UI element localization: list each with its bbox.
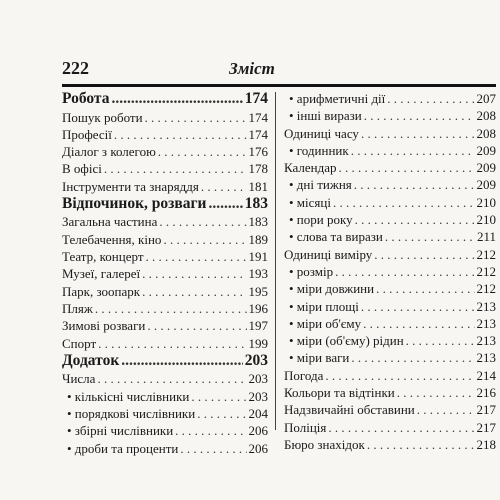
leader-dots: [142, 283, 246, 300]
toc-entry-label: Календар: [284, 160, 337, 176]
toc-entry-page: 217: [476, 419, 496, 435]
toc-entry: [62, 213, 268, 230]
toc-entry-page: 189: [248, 231, 268, 247]
toc-entry: [62, 143, 268, 160]
toc-entry-page: 207: [476, 91, 496, 106]
toc-entry: [284, 263, 496, 280]
toc-entry: [284, 367, 496, 384]
toc-entry-page: 212: [476, 281, 496, 297]
leader-dots: [191, 388, 246, 405]
toc-entry-page: 206: [248, 423, 268, 439]
toc-entry-label: • міри довжини: [289, 281, 375, 297]
toc-entry-page: 218: [476, 436, 496, 452]
toc-entry-label: • інші вирази: [289, 108, 362, 124]
toc-entry: [62, 248, 268, 265]
toc-entry: [62, 370, 268, 387]
toc-entry-page: 216: [476, 385, 496, 401]
toc-entry: [284, 159, 496, 176]
leader-dots: [98, 335, 246, 352]
leader-dots: [397, 384, 475, 401]
toc-entry-page: 209: [476, 160, 496, 176]
leader-dots: [145, 109, 247, 126]
toc-entry-label: Відпочинок, розваги: [62, 194, 207, 212]
toc-entry: [62, 405, 268, 422]
toc-entry-label: • дроби та проценти: [67, 440, 179, 456]
toc-entry-page: 211: [476, 229, 496, 245]
toc-entry-page: 178: [248, 161, 268, 177]
toc-entry-label: • арифметичні дії: [289, 91, 386, 106]
toc-entry-label: Додаток: [62, 351, 120, 369]
toc-entry: [284, 194, 496, 211]
toc-entry: [62, 388, 268, 405]
toc-entry-page: 191: [248, 249, 268, 265]
toc-entry-page: 210: [476, 212, 496, 228]
page-header: [62, 58, 442, 78]
toc-entry-label: Погода: [284, 367, 324, 383]
toc-entry: [284, 436, 496, 453]
toc-entry-page: 204: [248, 405, 268, 421]
leader-dots: [361, 125, 475, 142]
page-number: 222: [62, 58, 89, 78]
toc-entry-page: 209: [476, 142, 496, 158]
toc-section-heading: [62, 195, 268, 214]
leader-dots: [97, 370, 246, 387]
leader-dots: [374, 246, 474, 263]
toc-entry-label: • міри ваги: [289, 350, 350, 366]
toc-entry: [62, 317, 268, 334]
toc-entry: [62, 126, 268, 143]
toc-entry: [62, 231, 268, 248]
toc-entry-label: Надзвичайні обставини: [284, 402, 415, 418]
toc-entry-label: Робота: [62, 90, 110, 107]
leader-dots: [114, 126, 247, 143]
toc-entry-label: • годинник: [289, 142, 349, 158]
toc-entry-page: 203: [248, 388, 268, 404]
toc-entry: [284, 419, 496, 436]
toc-entry-label: • міри об'єму: [289, 315, 362, 331]
toc-entry-label: Парк, зоопарк: [62, 283, 141, 299]
toc-entry: [284, 107, 496, 124]
toc-entry: [62, 300, 268, 317]
toc-entry-page: 206: [248, 440, 268, 456]
toc-entry: [62, 283, 268, 300]
toc-entry-page: 203: [248, 371, 268, 387]
toc-entry-page: 213: [476, 315, 496, 331]
toc-entry-page: 197: [248, 318, 268, 334]
toc-entry-label: • порядкові числівники: [67, 405, 196, 421]
leader-dots: [406, 332, 475, 349]
header-rule: [62, 84, 496, 87]
leader-dots: [417, 401, 475, 418]
toc-entry-page: 181: [248, 178, 268, 194]
toc-entry-page: 213: [476, 298, 496, 314]
toc-left-column: [62, 90, 268, 457]
toc-entry-page: 212: [476, 246, 496, 262]
running-title: Зміст: [229, 59, 275, 78]
toc-entry: [284, 211, 496, 228]
toc-entry-page: 196: [248, 300, 268, 316]
leader-dots: [175, 422, 246, 439]
toc-entry: [284, 176, 496, 193]
toc-entry-label: Театр, концерт: [62, 249, 144, 265]
leader-dots: [351, 142, 475, 159]
leader-dots: [95, 300, 247, 317]
toc-entry-page: 208: [476, 108, 496, 124]
leader-dots: [361, 298, 475, 315]
toc-entry-label: Професії: [62, 126, 112, 142]
toc-entry: [62, 109, 268, 126]
toc-entry-label: Пляж: [62, 300, 93, 316]
leader-dots: [355, 211, 475, 228]
leader-dots: [325, 367, 474, 384]
toc-section-heading: [62, 352, 268, 371]
toc-entry-label: • місяці: [289, 194, 331, 210]
toc-entry-page: 213: [476, 333, 496, 349]
toc-entry-label: • міри площі: [289, 298, 359, 314]
toc-entry-page: 174: [248, 126, 268, 142]
leader-dots: [111, 90, 242, 109]
toc-entry-page: 183: [248, 214, 268, 230]
leader-dots: [146, 248, 247, 265]
toc-entry-label: Кольори та відтінки: [284, 385, 395, 401]
leader-dots: [351, 349, 474, 366]
leader-dots: [147, 317, 246, 334]
toc-entry-label: • розмір: [289, 263, 334, 279]
toc-entry-label: Спорт: [62, 335, 97, 351]
toc-entry-label: • пори року: [289, 212, 353, 228]
leader-dots: [354, 176, 475, 193]
toc-entry-page: 174: [248, 109, 268, 125]
toc-entry-label: • кількісні числівники: [67, 388, 190, 404]
toc-right-column: [284, 90, 496, 453]
leader-dots: [159, 213, 246, 230]
toc-entry: [284, 90, 496, 107]
leader-dots: [104, 160, 247, 177]
toc-entry: [284, 298, 496, 315]
toc-entry-label: Загальна частина: [62, 214, 158, 230]
toc-entry-page: 213: [476, 350, 496, 366]
leader-dots: [197, 405, 246, 422]
toc-entry-label: Телебачення, кіно: [62, 231, 162, 247]
toc-entry-page: 209: [476, 177, 496, 193]
toc-entry-label: • збірні числівники: [67, 423, 174, 439]
leader-dots: [142, 265, 246, 282]
toc-entry-label: • міри (об'єму) рідин: [289, 333, 404, 349]
toc-entry: [284, 142, 496, 159]
toc-entry-label: В офісі: [62, 161, 102, 177]
toc-entry-label: Поліція: [284, 419, 327, 435]
toc-entry-label: Зимові розваги: [62, 318, 146, 334]
toc-entry: [284, 315, 496, 332]
toc-entry-page: 210: [476, 194, 496, 210]
leader-dots: [333, 194, 475, 211]
toc-entry: [284, 125, 496, 142]
toc-entry: [62, 178, 268, 195]
toc-entry: [62, 422, 268, 439]
toc-entry: [284, 228, 496, 245]
toc-entry-page: 212: [476, 263, 496, 279]
leader-dots: [163, 231, 246, 248]
leader-dots: [387, 90, 474, 107]
toc-entry-label: • дні тижня: [289, 177, 352, 193]
toc-entry-page: 183: [244, 194, 268, 212]
toc-entry-label: Пошук роботи: [62, 109, 143, 125]
toc-entry-label: Числа: [62, 371, 96, 387]
toc-entry: [284, 349, 496, 366]
toc-entry: [62, 335, 268, 352]
toc-entry: [284, 280, 496, 297]
leader-dots: [364, 107, 475, 124]
toc-entry-page: 199: [248, 335, 268, 351]
toc-entry-page: 214: [476, 367, 496, 383]
leader-dots: [367, 436, 475, 453]
toc-entry-label: Бюро знахідок: [284, 436, 365, 452]
toc-entry: [62, 160, 268, 177]
toc-entry-label: Інструменти та знаряддя: [62, 178, 199, 194]
leader-dots: [376, 280, 474, 297]
toc-entry: [284, 401, 496, 418]
toc-entry: [284, 332, 496, 349]
toc-entry-page: 176: [248, 144, 268, 160]
leader-dots: [180, 440, 246, 457]
toc-entry-page: 208: [476, 125, 496, 141]
toc-entry-label: Музеї, галереї: [62, 266, 141, 282]
toc-entry: [284, 246, 496, 263]
leader-dots: [121, 352, 243, 371]
toc-entry-page: 174: [244, 90, 268, 107]
toc-entry-label: Одиниці виміру: [284, 246, 373, 262]
toc-entry: [284, 384, 496, 401]
leader-dots: [209, 195, 243, 214]
column-divider: [275, 92, 276, 430]
toc-entry-page: 217: [476, 402, 496, 418]
toc-entry-page: 195: [248, 283, 268, 299]
leader-dots: [158, 143, 247, 160]
leader-dots: [363, 315, 474, 332]
toc-entry-page: 193: [248, 266, 268, 282]
leader-dots: [201, 178, 247, 195]
toc-entry-label: Діалог з колегою: [62, 144, 156, 160]
toc-entry-page: 203: [244, 351, 268, 369]
leader-dots: [328, 419, 474, 436]
leader-dots: [385, 228, 475, 245]
leader-dots: [335, 263, 474, 280]
toc-entry: [62, 440, 268, 457]
toc-section-heading: [62, 90, 268, 109]
toc-entry-label: • слова та вирази: [289, 229, 383, 245]
toc-entry: [62, 265, 268, 282]
toc-entry-label: Одиниці часу: [284, 125, 359, 141]
leader-dots: [338, 159, 474, 176]
